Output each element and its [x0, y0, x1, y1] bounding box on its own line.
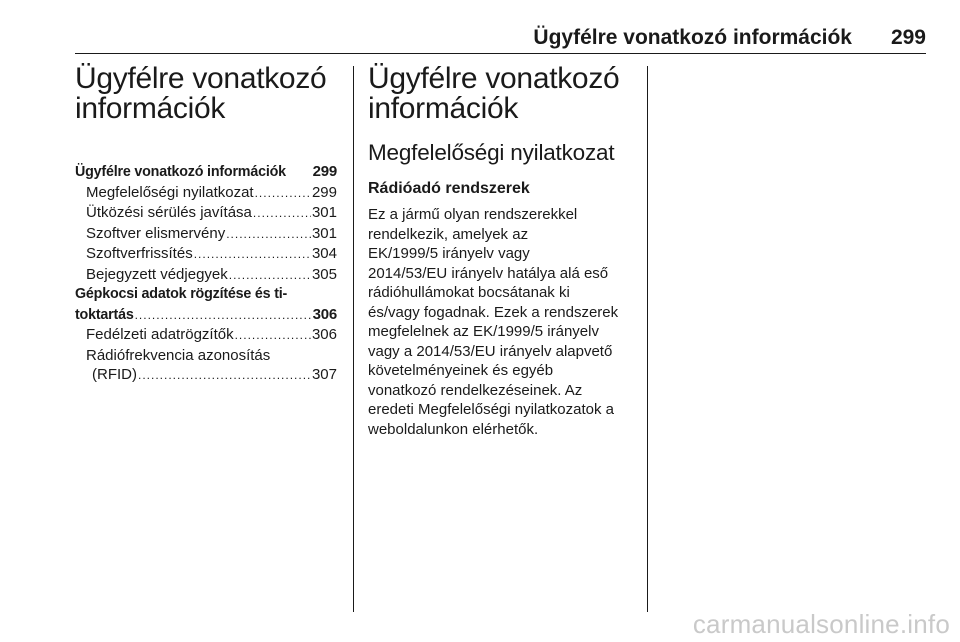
toc-item-label: Fedélzeti adatrögzítők	[86, 326, 234, 343]
toc-leader-dots	[253, 204, 311, 224]
toc-item-page: 305	[311, 265, 337, 283]
table-of-contents	[75, 162, 337, 386]
toc-leader-dots	[138, 366, 311, 386]
header-rule	[75, 53, 926, 54]
toc-item-conformity[interactable]	[75, 183, 337, 204]
paragraph-line: követelményeinek és egyéb	[368, 362, 554, 379]
toc-item-rfid[interactable]	[75, 346, 337, 386]
running-header-title: Ügyfélre vonatkozó információk	[533, 26, 852, 49]
paragraph-line: 2014/53/EU irányelv hatálya alá eső	[368, 264, 609, 282]
paragraph-line: rendelkezik, amelyek az	[368, 225, 529, 243]
paragraph-line: vagy a 2014/53/EU irányelv alapvető	[368, 342, 613, 360]
paragraph-line: és/vagy fogadnak. Ezek a rendszerek	[368, 303, 619, 321]
watermark: carmanualsonline.info	[692, 609, 950, 639]
toc-leader-dots	[255, 184, 311, 204]
toc-item-trademarks[interactable]	[75, 265, 337, 286]
paragraph-line: rádióhullámokat bocsátanak ki	[368, 284, 570, 301]
conformity-subheading: Megfelelőségi nyilatkozat	[368, 140, 615, 165]
paragraph-line: EK/1999/5 irányelv vagy	[368, 245, 530, 262]
toc-item-page: 301	[311, 224, 337, 242]
radio-systems-heading: Rádióadó rendszerek	[368, 180, 530, 197]
toc-item-label-line-1: Rádiófrekvencia azonosítás	[86, 346, 271, 364]
toc-item-label: Szoftver elismervény	[86, 224, 226, 242]
toc-heading-line-2: információk	[75, 92, 226, 125]
toc-item-label: Bejegyzett védjegyek	[86, 265, 228, 283]
toc-item-software-update[interactable]	[75, 244, 337, 265]
toc-leader-dots	[194, 245, 311, 265]
content-column	[368, 64, 634, 439]
toc-chapter-data-recording[interactable]	[75, 285, 337, 325]
toc-chapter-label-line-1: Gépkocsi adatok rögzítése és ti-	[75, 286, 288, 302]
toc-item-label: Ütközési sérülés javítása	[86, 204, 252, 221]
paragraph-line: Ez a jármű olyan rendszerekkel	[368, 206, 578, 223]
toc-item-page: 304	[311, 245, 337, 262]
column-divider-left	[353, 66, 354, 612]
toc-item-page: 306	[311, 326, 337, 343]
toc-chapter-label: Ügyfélre vonatkozó információk	[75, 164, 286, 180]
toc-item-label: Szoftverfrissítés	[86, 245, 193, 262]
toc-leader-dots	[235, 326, 311, 346]
toc-item-label-line-2: (RFID)	[92, 366, 137, 383]
toc-chapter-page: 299	[312, 163, 337, 180]
paragraph-line: megfelelnek az EK/1999/5 irányelv	[368, 323, 599, 340]
toc-heading-line-1: Ügyfélre vonatkozó	[75, 62, 327, 95]
toc-item-page: 301	[311, 204, 337, 221]
toc-chapter-customer-info[interactable]	[75, 162, 337, 183]
content-heading-line-1: Ügyfélre vonatkozó	[368, 62, 620, 95]
toc-item-collision-repair[interactable]	[75, 203, 337, 224]
toc-chapter-label-line-2: toktartás	[75, 306, 134, 323]
column-divider-right	[647, 66, 648, 612]
paragraph-line: eredeti Megfelelőségi nyilatkozatok a	[368, 401, 614, 418]
toc-item-software-acknowledgement[interactable]	[75, 224, 337, 245]
toc-item-label: Megfelelőségi nyilatkozat	[86, 183, 254, 201]
toc-item-page: 299	[311, 183, 337, 201]
toc-column	[75, 64, 337, 386]
paragraph-line: vonatkozó rendelkezéseinek. Az	[368, 381, 583, 399]
page-number: 299	[890, 26, 926, 49]
toc-leader-dots	[229, 266, 311, 286]
content-section-heading	[368, 64, 634, 124]
toc-item-event-data-recorders[interactable]	[75, 325, 337, 346]
toc-leader-dots	[226, 225, 311, 245]
toc-item-page: 307	[311, 366, 337, 383]
content-heading-line-2: információk	[368, 92, 519, 125]
conformity-paragraph	[368, 205, 634, 439]
paragraph-line: weboldalunkon elérhetők.	[368, 420, 539, 438]
toc-leader-dots	[135, 306, 312, 326]
toc-section-heading	[75, 64, 337, 124]
toc-chapter-page: 306	[312, 305, 337, 323]
